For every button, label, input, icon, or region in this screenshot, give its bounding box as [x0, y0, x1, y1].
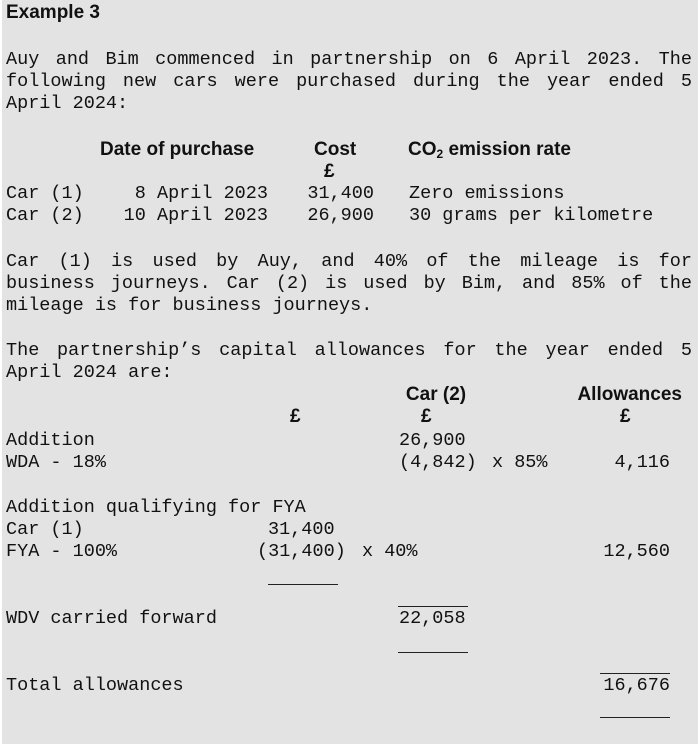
car2-date: 10 April 2023: [123, 205, 268, 226]
addition-label: Addition: [6, 430, 95, 451]
intro-paragraph: Auy and Bim commenced in partnership on 6 April 2023. The following new cars were purchased during the year ended 5 April 2024:: [6, 49, 692, 114]
unit-col1: £: [290, 406, 301, 427]
car1-cost: 31,400: [307, 183, 374, 204]
fya-value: (31,400): [257, 541, 346, 562]
fya-heading: Addition qualifying for FYA: [6, 497, 306, 518]
wdv-label: WDV carried forward: [6, 608, 217, 629]
unit-col3: £: [620, 406, 631, 427]
car1-date: 8 April 2023: [134, 183, 268, 204]
wda-multiplier: x 85%: [492, 452, 548, 473]
fya-label: FYA - 100%: [6, 541, 118, 562]
header-cost-unit: £: [324, 161, 335, 182]
example-title: Example 3: [6, 2, 100, 23]
total-underline: [600, 717, 670, 718]
wdv-value: 22,058: [399, 608, 466, 629]
fya-car1-label: Car (1): [6, 519, 84, 540]
total-label: Total allowances: [6, 675, 184, 696]
fya-multiplier: x 40%: [362, 541, 418, 562]
header-cost: Cost: [314, 139, 357, 160]
total-overline: [600, 673, 670, 674]
fya-underline: [268, 584, 338, 585]
col-header-car2: Car (2): [405, 384, 467, 405]
allowances-intro: The partnership’s capital allowances for the year ended 5 April 2024 are:: [6, 340, 692, 383]
fya-allowance: 12,560: [603, 541, 670, 562]
addition-car2-value: 26,900: [399, 430, 466, 451]
car2-cost: 26,900: [307, 205, 374, 226]
header-date-of-purchase: Date of purchase: [100, 139, 255, 160]
unit-col2: £: [421, 406, 432, 427]
car2-name: Car (2): [6, 205, 84, 226]
total-value: 16,676: [603, 675, 670, 696]
document-page: [2, 0, 698, 744]
wdv-overline: [398, 606, 468, 607]
car1-name: Car (1): [6, 183, 84, 204]
car2-emission: 30 grams per kilometre: [409, 205, 654, 226]
header-co2-emission-rate: $CO_2$ emission rate: [408, 139, 571, 161]
wda-car2-value: (4,842): [399, 452, 477, 473]
fya-car1-value: 31,400: [268, 519, 335, 540]
col-header-allowances: Allowances: [577, 384, 682, 405]
wda-allowance: 4,116: [614, 452, 670, 473]
car1-emission: Zero emissions: [409, 183, 565, 204]
usage-paragraph: Car (1) is used by Auy, and 40% of the mileage is for business journeys. Car (2) is used by Bim, and 85% of the mileage is for business journeys.: [6, 251, 692, 316]
wdv-underline: [398, 652, 468, 653]
wda-label: WDA - 18%: [6, 452, 106, 473]
